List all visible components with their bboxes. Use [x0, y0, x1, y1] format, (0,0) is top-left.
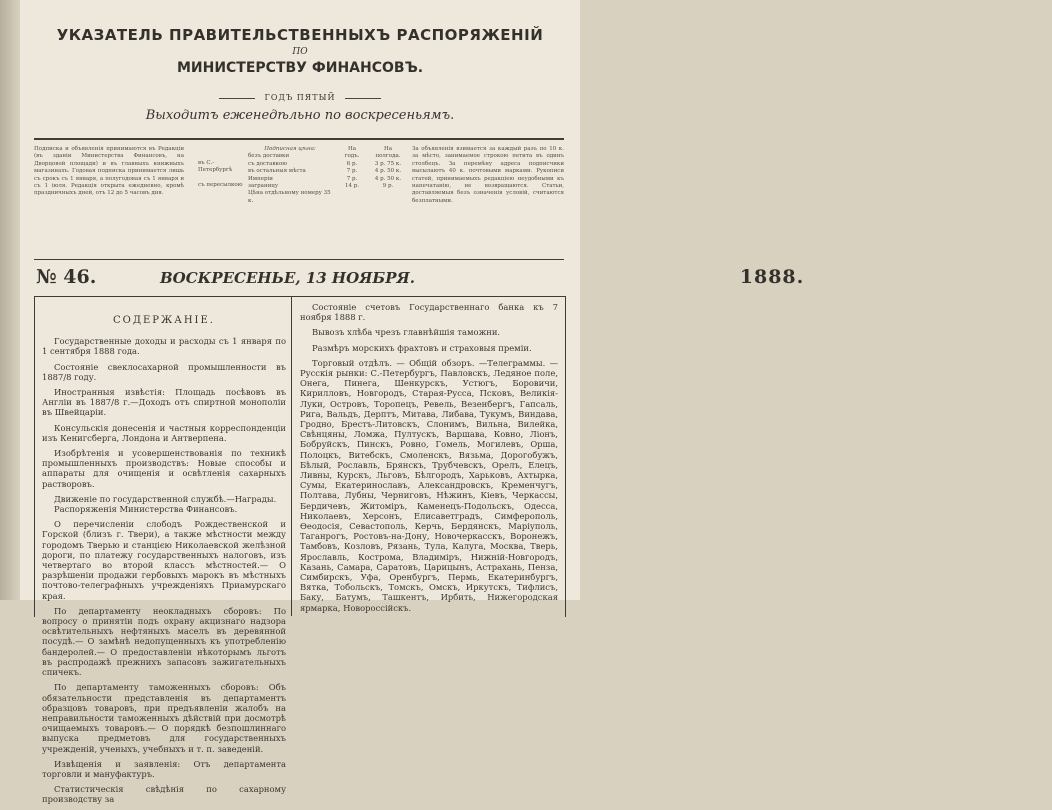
issue-number: № 46.: [36, 266, 97, 288]
contents-item: Состояніе свеклосахарной промышленности въ 1887/8 году.: [42, 361, 286, 382]
newspaper-page: [20, 0, 805, 805]
publication-frequency: Выходитъ еженедѣльно по воскресеньямъ.: [145, 108, 455, 123]
issue-year: 1888.: [739, 266, 805, 288]
contents-item: Изобрѣтенія и усовершенствованія по техникѣ промышленныхъ производствъ: Новые способы и аппараты для очищенія и освѣтленія сахарныхъ растворовъ.: [42, 448, 286, 489]
ornament-right-rule: [345, 98, 381, 99]
contents-item: Извѣщенія и заявленія: Отъ департамента торговли и мануфактуръ.: [42, 758, 286, 779]
contents-item: Консульскія донесенія и частныя корреспонденціи изъ Кенигсберга, Лондона и Антверпена.: [42, 422, 286, 443]
contents-title: СОДЕРЖАНІЕ.: [113, 315, 215, 326]
ornament-left-rule: [219, 98, 255, 99]
contents-item: Государственные доходы и расходы съ 1 января по 1 сентября 1888 года.: [42, 336, 286, 357]
contents-item: По департаменту неокладныхъ сборовъ: По вопросу о принятіи подъ охрану акцизнаго надзора освѣтительныхъ нефтяныхъ маселъ въ деревянной посудѣ.— О замѣнѣ недопущенныхъ къ употребленію бандеролей.— О предоставленіи нѣкоторымъ льготъ въ распродажѣ прежнихъ запасовъ зажигательныхъ спичекъ.: [42, 605, 286, 678]
subscription-halfyear-prices: На полгода. 3 р. 75 к. 4 р. 50 к. 4 р. 50 к. 9 р.: [374, 146, 402, 190]
column-divider: [291, 296, 292, 616]
subscription-prices-header: Подписная цѣна:: [264, 146, 316, 152]
contents-item: По департаменту таможенныхъ сборовъ: Объ обязательности представленія въ департаментъ образцовъ товаровъ, при предъявленіи жалобъ на неправильности таможенныхъ дѣйствій при досмотрѣ очищаемыхъ товаровъ.— О порядкѣ безпошлиннаго выпуска предметовъ для государственныхъ учрежденій, ученыхъ, учебныхъ и т. п. заведеній.: [42, 682, 286, 754]
subscription-year-prices: На годъ. 6 р. 7 р. 7 р. 14 р.: [344, 146, 360, 190]
rule-above-issue: [34, 259, 564, 260]
binding-spine: [0, 0, 20, 600]
contents-item: О перечисленіи слободъ Рождественской и Горской (близъ г. Твери), а также мѣстности между городомъ Тверью и станцією Николаевской желѣзной дороги, по платежу государственныхъ налоговъ, изъ четвертаго во второй классъ мѣстностей.— О разрѣшеніи продажи гербовыхъ марокъ въ мѣстныхъ почтово-телеграфныхъ учрежденіяхъ Приамурскаго края.: [42, 519, 286, 601]
subscription-prices: безъ доставки съ доставкою въ остальныя мѣста Имперіи заграницу Цѣна отдѣльному номеру 35 к.: [248, 153, 331, 204]
contents-item: Статистическія свѣдѣнія по сахарному производству за: [42, 784, 286, 805]
contents-item: Вывозъ хлѣба чрезъ главнѣйшія таможни.: [312, 327, 501, 338]
contents-right-column: [300, 302, 558, 618]
subscription-terms-right: За объявленія взимается за каждый разъ по 10 к. за мѣсто, занимаемое строкою петита въ одинъ столбецъ. За перемѣну адреса подписчики высылаютъ 40 к. почтовыми марками. Рукописи статей, принимаемыхъ редакціею неудобными къ напечатанію, не возвращаются. Статьи, доставляемыя безъ означенія условій, считаются безплатными.: [412, 146, 564, 204]
contents-item: Торговый отдѣлъ. — Общій обзоръ. —Телеграммы. —Русскія рынки: С.-Петербургъ, Павловскъ, Ледяное поле, Онега, Пинега, Шенкурскъ, Устюгъ, Боровичи, Кирилловъ, Новгородъ, Старая-Русса, Псковъ, Великія-Луки, Островъ, Торопецъ, Ревель, Везенбергъ, Гапсаль, Рига, Вальдъ, Дерптъ, Митава, Либава, Тукумъ, Виндава, Гродно, Брестъ-Литовскъ, Слонимъ, Вильна, Вилейка, Свѣнцяны, Ломжа, Пултускъ, Варшава, Ковно, Ліонъ, Бобруйскъ, Пинскъ, Ровно, Гомель, Могилевъ, Орша, Полоцкъ, Витебскъ, Смоленскъ, Вязьма, Дорогобужъ, Бѣлый, Рославль, Брянскъ, Трубчевскъ, Орелъ, Елецъ, Ливны, Курскъ, Льговъ, Бѣлгородъ, Харьковъ, Ахтырка, Сумы, Екатеринославъ, Александровскъ, Кременчугъ, Полтава, Лубны, Черниговъ, Нѣжинъ, Кіевъ, Черкассы, Бердичевъ, Житоміръ, Каменецъ-Подольскъ, Одесса, Николаевъ, Херсонъ, Елисаветградъ, Симферополь, Ѳеодосія, Севастополь, Керчь, Бердянскъ, Маріуполь, Таганрогъ, Ростовъ-на-Дону, Новочеркасскъ, Воронежъ, Тамбовъ, Козловъ, Рязань, Тула, Калуга, Москва, Тверь, Ярославль, Кострома, Владиміръ, Нижній-Новгородъ, Казань, Самара, Саратовъ, Царицынъ, Астрахань, Пенза, Симбирскъ, Уфа, Оренбургъ, Пермь, Екатеринбургъ, Вятка, Тобольскъ, Томскъ, Омскъ, Иркутскъ, Тифлисъ, Баку, Батумъ, Ташкентъ, Ирбить, Нижегородская ярмарка, Новороссійскъ.: [300, 357, 558, 613]
contents-item: Состояніе счетовъ Государственнаго банка къ 7 ноября 1888 г.: [300, 302, 558, 323]
year-line: [20, 93, 580, 102]
year-label: ГОДЪ ПЯТЫЙ: [264, 93, 336, 102]
contents-item: Движеніе по государственной службѣ.—Награды.: [54, 493, 277, 504]
issue-date: ВОСКРЕСЕНЬЕ, 13 НОЯБРЯ.: [160, 269, 415, 287]
contents-item: Иностранныя извѣстія: Площадь посѣвовъ въ Англіи въ 1887/8 г.—Доходъ отъ спиртной монополіи въ Швейцаріи.: [42, 387, 286, 418]
masthead-title-po: ПО: [292, 47, 308, 57]
masthead-title-line1: УКАЗАТЕЛЬ ПРАВИТЕЛЬСТВЕННЫХЪ РАСПОРЯЖЕНІЙ: [56, 26, 544, 44]
contents-item: Размѣръ морскихъ фрахтовъ и страховыя преміи.: [312, 342, 532, 353]
rule-top: [34, 138, 564, 140]
subscription-prices-block: [248, 146, 332, 205]
subscription-places: въ С.-Петербургѣ съ пересылкою: [198, 160, 243, 189]
masthead-title-line2: МИНИСТЕРСТВУ ФИНАНСОВЪ.: [176, 60, 424, 76]
contents-item: Распоряженія Министерства Финансовъ.: [54, 504, 238, 515]
contents-left-column: [42, 302, 286, 810]
subscription-terms-left: Подписка и объявленія принимаются въ Редакціи (въ зданіи Министерства Финансовъ, на Дворцовой площади) и въ главныхъ книжныхъ магазинахъ. Годовая подписка принимается лишь съ срокъ съ 1 января, а полугодовая съ 1 января и съ 1 іюля. Редакція открыта ежедневно, кромѣ праздничныхъ дней, отъ 12 до 5 часовъ дня.: [34, 146, 184, 197]
